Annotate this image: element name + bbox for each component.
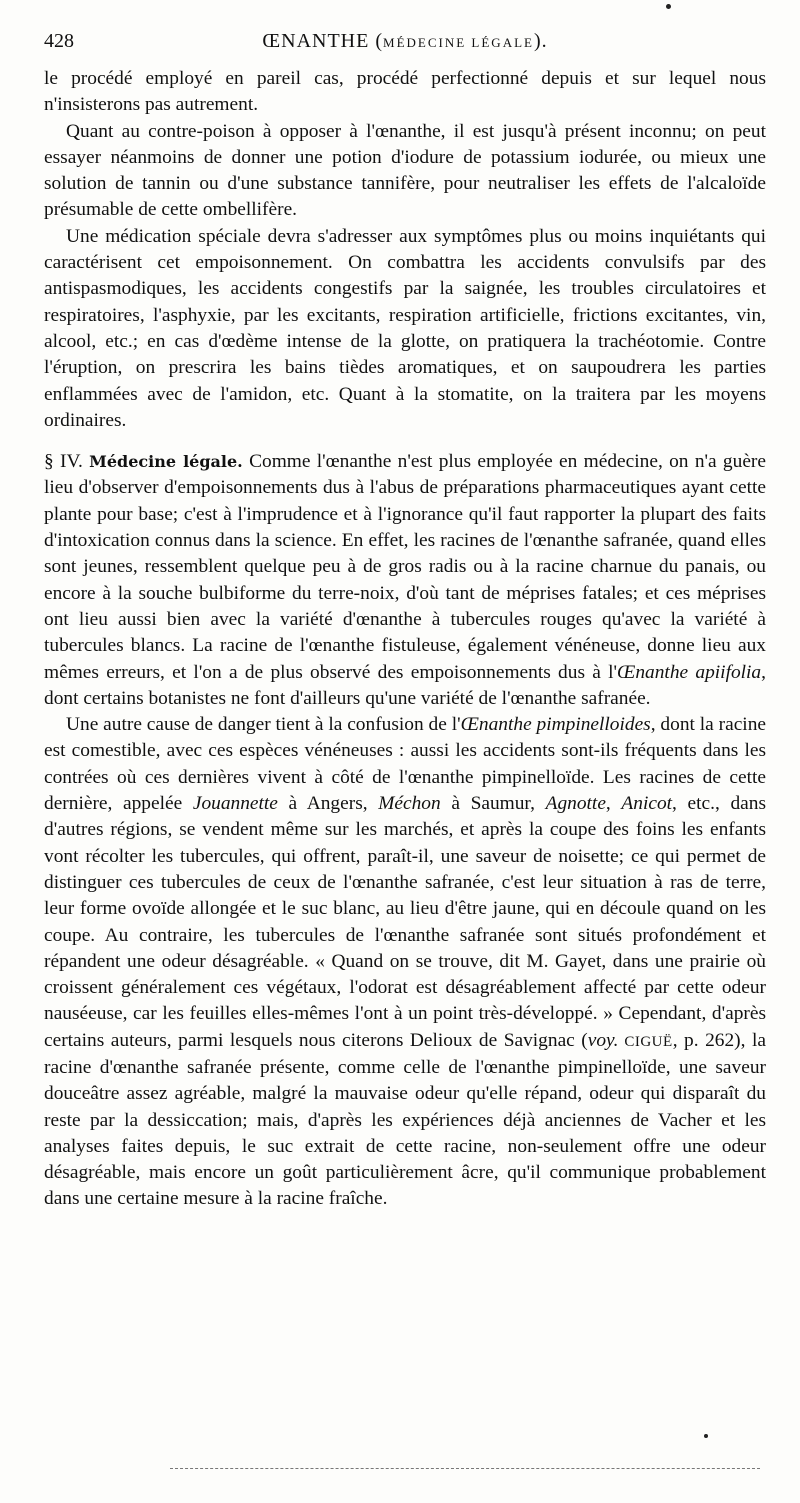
running-subtitle-close: ). [533,30,548,52]
species-pimpinelloides: Œnanthe pimpinelloides [460,714,651,736]
paragraph-autre-cause [44,712,766,1213]
text-run: à Saumur, [440,793,546,815]
species-apiifolia: Œnanthe apiifolia [617,661,762,683]
section-iv-text: Comme l'œnanthe n'est plus employée en médecine, on n'a guère lieu d'observer d'empoisonnements dus à l'abus de préparations pharmaceutiques ayant cette plante pour base; c'est à l'imprudence et à l'ignorance qu'il faut rapporter la plupart des faits d'intoxication connus dans la science. En effet, les racines de l'œnanthe safranée, quand elles sont jeunes, ressemblent quelque peu à de gros radis ou à la racine charnue du panais, ou encore à la souche bulbiforme du terre-noix, d'où tant de méprises fatales; et ces méprises ont lieu aussi bien avec la variété d'œnanthe à tubercules rouges qu'avec la variété à tubercules blancs. La racine de l'œnanthe fistuleuse, également vénéneuse, donne lieu aux mêmes erreurs, et l'on a de plus observé des empoisonnements dus à l' [44,451,766,683]
running-head [44,30,766,53]
paragraph-continuation: le procédé employé en pareil cas, procédé perfectionné depuis et sur lequel nous n'insisterons pas autrement. [44,68,766,116]
text-run: à Angers, [277,793,379,815]
section-number: § IV. [44,451,83,473]
bottom-rule [170,1468,760,1469]
page-header [44,30,766,58]
local-name-jouannette: Jouannette [192,793,278,815]
text-run: , dont la racine est comestible, avec ces espèces vénéneuses : aussi les accidents sont-ils fréquents dans les contrées où ces dernières vivent à côté de l'œnanthe pimpinelloïde. Les racines de cette dernière, appelée [44,714,766,815]
running-title: ŒNANTHE [262,30,370,52]
cross-reference-cigue: CIGUË [618,1033,673,1050]
local-name-mechon: Méchon [378,793,441,815]
paragraph-section-iv [44,449,766,712]
text-run: , etc., dans d'autres régions, se vendent même sur les marchés, et après la coupe des foins les enfants vont récolter les tubercules, qui offrent, paraît-il, une saveur de noisette; ce qui permet de distinguer ces tubercules de ceux de l'œnanthe safranée, c'est leur situation à ras de terre, leur forme ovoïde allongée et le suc blanc, au lieu d'être jaune, qui en découle quand on les coupe. Au contraire, les tubercules de l'œnanthe safranée sont situés profondément et répandent une odeur désagréable. « Quand on se trouve, dit M. Gayet, dans une prairie où croissent généralement ces végétaux, l'odorat est désagréablement affecté par cette odeur nauséeuse, car les feuilles elles-mêmes l'ont à un point très-développé. » Cependant, d'après certains auteurs, parmi lesquels nous citerons Delioux de Savignac ( [44,793,767,1051]
local-name-anicot: Anicot [621,793,673,815]
page-number: 428 [44,30,74,52]
paragraph-contre-poison: Quant au contre-poison à opposer à l'œnanthe, il est jusqu'à présent inconnu; on peut essayer néanmoins de donner une potion d'iodure de potassium iodurée, ou mieux une solution de tannin ou d'une substance tannifère, pour neutraliser les effets de l'alcaloïde présumable de cette ombellifère. [44,120,766,221]
paragraph-medication: Une médication spéciale devra s'adresser aux symptômes plus ou moins inquiétants qui caractérisent cet empoisonnement. On combattra les accidents convulsifs par des antispasmodiques, les accidents congestifs par la saignée, les troubles circulatoires et respiratoires, l'asphyxie, par les excitants, respiration artificielle, frictions excitantes, vin, alcool, etc.; en cas d'œdème intense de la glotte, on pratiquera la trachéotomie. Contre l'éruption, on prescrira les bains tièdes aromatiques, et on saupoudrera les parties enflammées avec de l'amidon, etc. Quant à la stomatite, on la traitera par les moyens ordinaires. [44,225,766,431]
cross-reference-voy: voy. [587,1029,619,1051]
text-run: , [605,793,622,815]
text-run: Une autre cause de danger tient à la confusion de l' [66,714,461,736]
text-run: , p. 262), la racine d'œnanthe safranée présente, comme celle de l'œnanthe pimpinelloïde, une saveur douceâtre assez agréable, malgré la mauvaise odeur qu'elle répand, odeur qui disparaît du reste par la dessiccation; mais, d'après les expériences déjà anciennes de Vacher et les analyses faites depuis, le suc extrait de cette racine, non-seulement offre une odeur désagréable, mais encore un goût particulièrement âcre, qu'il communique probablement dans une certaine mesure à la racine fraîche. [44,1029,766,1210]
section-iv-text-end: , dont certains botanistes ne font d'ailleurs qu'une variété de l'œnanthe safranée. [44,661,766,709]
running-subtitle-open: ( [375,30,384,52]
printer-mark-dot [666,4,671,9]
running-subtitle: MÉDECINE LÉGALE [383,35,534,50]
section-gap [44,434,766,449]
body-text [44,66,766,1213]
printer-mark-dot-bottom [704,1434,708,1438]
section-heading: Médecine légale. [89,452,243,472]
local-name-agnotte: Agnotte [545,793,606,815]
